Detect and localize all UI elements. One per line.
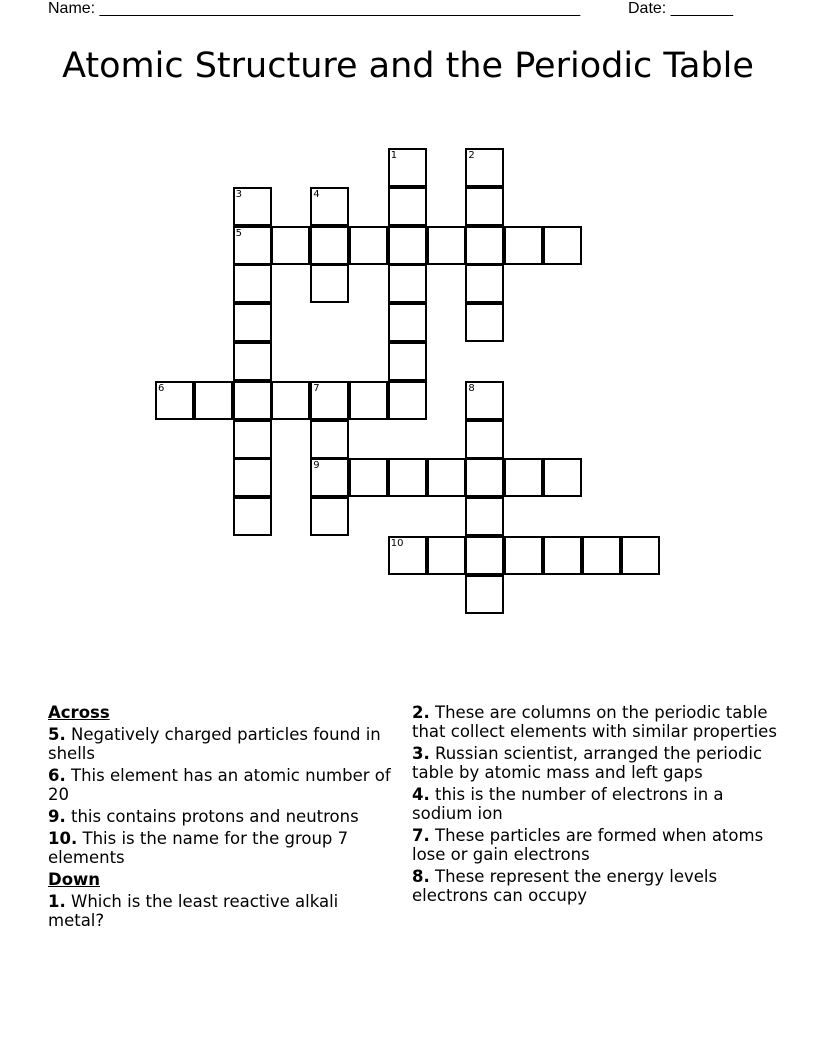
crossword-cell[interactable] [465, 148, 504, 187]
clue-text: These particles are formed when atoms lose or gain electrons [412, 826, 764, 864]
clue-text: this is the number of electrons in a sodium ion [412, 785, 724, 823]
clue-down-1 [48, 892, 393, 930]
crossword-cell[interactable] [349, 381, 388, 420]
crossword-cell[interactable] [233, 342, 272, 381]
clue-text: Negatively charged particles found in shells [48, 725, 381, 763]
clue-down-4 [412, 785, 777, 823]
across-heading: Across [48, 703, 110, 722]
clue-down-3 [412, 744, 777, 782]
crossword-cell[interactable] [388, 226, 427, 265]
crossword-cell[interactable] [504, 226, 543, 265]
crossword-cell[interactable] [233, 187, 272, 226]
clue-number-label: 1 [390, 150, 398, 161]
clue-text: This element has an atomic number of 20 [48, 766, 391, 804]
crossword-cell[interactable] [543, 536, 582, 575]
crossword-cell[interactable] [465, 264, 504, 303]
crossword-cell[interactable] [427, 458, 466, 497]
clue-text: this contains protons and neutrons [71, 807, 359, 826]
clue-number: 8. [412, 867, 430, 886]
clue-number-label: 5 [235, 227, 242, 239]
clue-number-label: 8 [468, 382, 475, 394]
crossword-cell[interactable] [271, 226, 310, 265]
crossword-cell[interactable] [388, 458, 427, 497]
clue-number: 1. [48, 892, 66, 911]
date-field-label: Date: _______ [628, 0, 733, 17]
crossword-cell[interactable] [388, 381, 427, 420]
crossword-cell[interactable] [310, 497, 349, 536]
crossword-cell[interactable] [349, 226, 388, 265]
clue-across-10 [48, 829, 393, 867]
crossword-cell[interactable] [465, 575, 504, 614]
clue-number-label: 10 [390, 538, 404, 549]
crossword-cell[interactable] [194, 381, 233, 420]
crossword-cell[interactable] [310, 187, 349, 226]
crossword-cell[interactable] [233, 226, 272, 265]
crossword-cell[interactable] [465, 497, 504, 536]
crossword-cell[interactable] [621, 536, 660, 575]
crossword-cell[interactable] [543, 458, 582, 497]
crossword-cell[interactable] [504, 458, 543, 497]
crossword-cell[interactable] [155, 381, 194, 420]
crossword-cell[interactable] [388, 264, 427, 303]
crossword-cell[interactable] [465, 381, 504, 420]
crossword-cell[interactable] [388, 342, 427, 381]
clue-number-label: 7 [313, 382, 320, 394]
clue-number: 10. [48, 829, 78, 848]
clue-text: These represent the energy levels electrons can occupy [412, 867, 718, 905]
clue-number: 2. [412, 703, 430, 722]
crossword-cell[interactable] [310, 420, 349, 459]
down-heading: Down [48, 870, 101, 889]
crossword-cell[interactable] [388, 536, 427, 575]
page-title: Atomic Structure and the Periodic Table [62, 46, 754, 86]
crossword-cell[interactable] [349, 458, 388, 497]
clue-number-label: 4 [313, 188, 320, 200]
clue-down-8 [412, 867, 777, 905]
crossword-cell[interactable] [388, 187, 427, 226]
clue-number-label: 6 [158, 382, 165, 394]
crossword-cell[interactable] [310, 264, 349, 303]
clue-number: 6. [48, 766, 66, 785]
clue-text: These are columns on the periodic table that collect elements with similar properties [412, 703, 777, 741]
crossword-cell[interactable] [465, 187, 504, 226]
crossword-cell[interactable] [504, 536, 543, 575]
crossword-cell[interactable] [233, 458, 272, 497]
crossword-cell[interactable] [233, 303, 272, 342]
crossword-cell[interactable] [388, 148, 427, 187]
crossword-cell[interactable] [427, 226, 466, 265]
clues-column-left [48, 703, 393, 933]
clue-text: Which is the least reactive alkali metal? [48, 892, 339, 930]
clues-column-right [412, 703, 777, 908]
crossword-cell[interactable] [233, 497, 272, 536]
name-field-label: Name: ______________________________________________________ [48, 0, 581, 17]
crossword-cell[interactable] [310, 381, 349, 420]
clue-down-7 [412, 826, 777, 864]
clue-number: 9. [48, 807, 66, 826]
crossword-cell[interactable] [233, 420, 272, 459]
crossword-cell[interactable] [465, 226, 504, 265]
crossword-cell[interactable] [271, 381, 310, 420]
crossword-cell[interactable] [388, 303, 427, 342]
clue-number: 3. [412, 744, 430, 763]
crossword-cell[interactable] [465, 458, 504, 497]
clue-number: 7. [412, 826, 430, 845]
crossword-cell[interactable] [465, 536, 504, 575]
crossword-cell[interactable] [543, 226, 582, 265]
crossword-cell[interactable] [465, 303, 504, 342]
clue-across-6 [48, 766, 393, 804]
clue-number-label: 2 [468, 150, 475, 161]
clue-number: 4. [412, 785, 430, 804]
clue-across-9 [48, 807, 393, 826]
clue-number: 5. [48, 725, 66, 744]
clue-number-label: 3 [235, 188, 242, 200]
clue-down-2 [412, 703, 777, 741]
clue-text: This is the name for the group 7 elements [48, 829, 349, 867]
crossword-cell[interactable] [310, 458, 349, 497]
crossword-cell[interactable] [233, 264, 272, 303]
crossword-cell[interactable] [582, 536, 621, 575]
crossword-cell[interactable] [427, 536, 466, 575]
clue-number-label: 9 [313, 460, 320, 472]
crossword-cell[interactable] [233, 381, 272, 420]
clue-text: Russian scientist, arranged the periodic table by atomic mass and left gaps [412, 744, 763, 782]
clue-across-5 [48, 725, 393, 763]
crossword-cell[interactable] [465, 420, 504, 459]
crossword-cell[interactable] [310, 226, 349, 265]
